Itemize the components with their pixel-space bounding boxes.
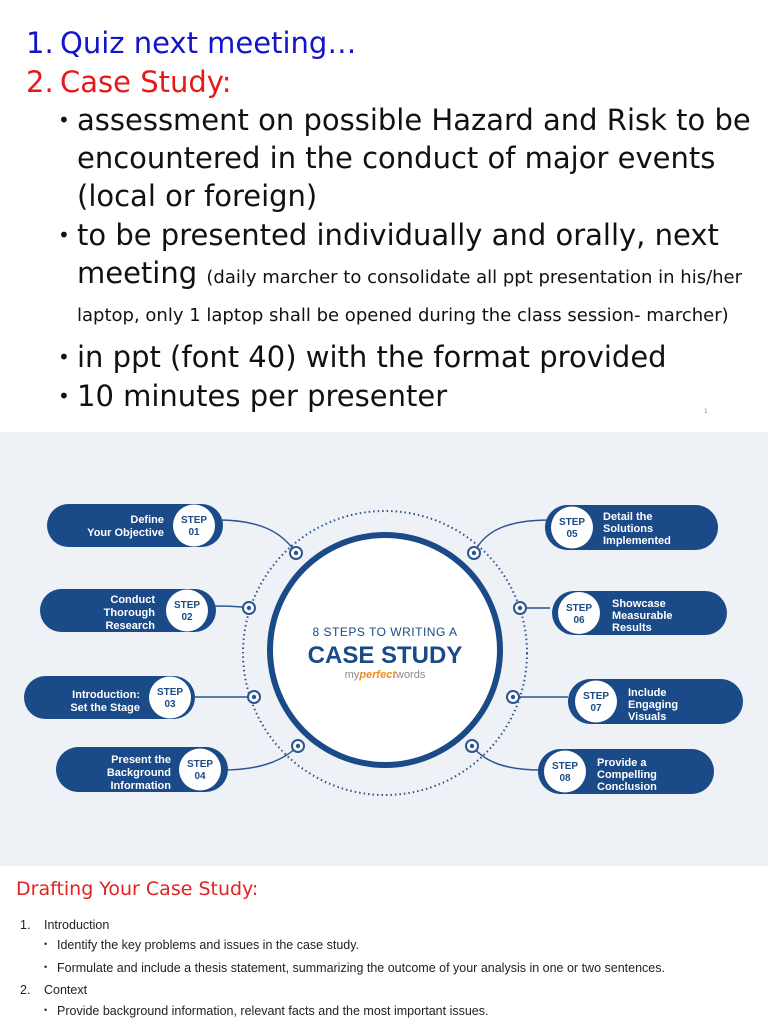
step-label: STEP: [565, 603, 593, 614]
list-text: Case Study:: [60, 65, 232, 99]
step-description: Engaging: [628, 699, 679, 711]
step-label: STEP: [180, 515, 208, 526]
outline-subtext: Identify the key problems and issues in the case study.: [57, 938, 360, 952]
bullet-text: 10 minutes per presenter: [77, 379, 448, 413]
connector-step-08: [472, 746, 542, 770]
step-number: 04: [194, 771, 206, 782]
step-06-pill: [552, 591, 727, 635]
bullet-ten-minutes: [58, 377, 758, 415]
step-description: Measurable: [612, 610, 673, 622]
step-description: Research: [105, 620, 155, 632]
bullet-dot: •: [58, 345, 70, 369]
outline-item-context: [20, 983, 87, 997]
step-number: 02: [181, 612, 193, 623]
slide-drafting-case-study: [0, 866, 768, 1024]
brand-logo-text: myperfectwords: [344, 669, 426, 681]
step-01-pill: [47, 504, 223, 547]
step-description: Set the Stage: [70, 702, 140, 714]
step-description: Conclusion: [597, 781, 657, 793]
page-number: 1: [704, 408, 708, 415]
step-description: Compelling: [597, 769, 657, 781]
bullet-dot: •: [44, 1005, 48, 1015]
step-label: STEP: [582, 691, 610, 702]
list-item-quiz: [26, 25, 356, 61]
case-study-steps-infographic: [0, 432, 768, 866]
step-description: Solutions: [603, 523, 654, 535]
step-number: 03: [164, 699, 176, 710]
bullet-text: in ppt (font 40) with the format provided: [77, 340, 667, 374]
bullet-dot: •: [58, 223, 70, 247]
step-label: STEP: [173, 600, 201, 611]
step-label: STEP: [156, 687, 184, 698]
outline-subitem: [44, 1004, 488, 1018]
step-label: STEP: [186, 759, 214, 770]
step-number: 05: [566, 529, 578, 540]
step-number: 06: [573, 615, 585, 626]
bullet-dot: •: [58, 108, 70, 132]
infographic-title-line1: 8 STEPS TO WRITING A: [312, 625, 458, 639]
step-08-pill: [538, 749, 714, 794]
infographic-title-line2: CASE STUDY: [307, 642, 463, 669]
step-02-pill: [40, 589, 216, 632]
step-description: Present the: [111, 754, 171, 766]
bullet-dot: •: [44, 962, 48, 972]
step-label: STEP: [558, 517, 586, 528]
step-description: Showcase: [612, 598, 666, 610]
outline-text: Context: [44, 983, 88, 997]
bullet-dot: •: [44, 939, 48, 949]
step-description: Detail the: [603, 511, 653, 523]
drafting-title: Drafting Your Case Study:: [16, 878, 259, 900]
step-description: Information: [110, 780, 171, 792]
outline-subitem: [44, 961, 665, 975]
outline-text: Introduction: [44, 918, 110, 932]
connector-step-01: [218, 520, 296, 553]
list-number: 1.: [26, 26, 54, 60]
list-item-case-study: [26, 64, 232, 100]
step-description: Thorough: [103, 607, 155, 619]
connector-step-04: [223, 746, 298, 770]
list-text: Quiz next meeting…: [60, 26, 357, 60]
outline-subtext: Formulate and include a thesis statement, summarizing the outcome of your analysis in one or two sentences.: [57, 961, 665, 975]
step-description: Visuals: [628, 711, 667, 723]
step-number: 07: [590, 703, 602, 714]
step-description: Background: [106, 767, 171, 779]
bullet-presented: [58, 216, 758, 330]
step-description: Define: [130, 514, 164, 526]
step-description: Introduction:: [72, 689, 140, 701]
step-description: Your Objective: [87, 527, 164, 539]
outline-number: 2.: [20, 983, 31, 997]
bullet-text: assessment on possible Hazard and Risk to be encountered in the conduct of major events (local or foreign): [77, 103, 751, 213]
bullet-text: to be presented individually and orally, next meeting: [77, 218, 719, 290]
bullet-assessment: [58, 101, 758, 215]
slide-quiz-case-study: [0, 0, 768, 432]
infographic-canvas: [0, 432, 768, 866]
outline-item-introduction: [20, 918, 109, 932]
outline-subtext: Provide background information, relevant facts and the most important issues.: [57, 1004, 489, 1018]
bullet-dot: •: [58, 384, 70, 408]
step-label: STEP: [551, 761, 579, 772]
bullet-note: (daily marcher to consolidate all ppt presentation in his/her laptop, only 1 laptop shall be opened during the class session- marcher): [77, 267, 743, 326]
step-04-pill: [56, 747, 228, 792]
step-03-pill: [24, 676, 195, 719]
outline-subitem: [44, 938, 359, 952]
connector-step-05: [474, 520, 550, 553]
bullet-ppt-format: [58, 338, 758, 376]
step-number: 08: [559, 773, 571, 784]
list-number: 2.: [26, 65, 54, 99]
step-number: 01: [188, 527, 200, 538]
step-description: Provide a: [597, 757, 647, 769]
step-description: Results: [612, 622, 652, 634]
step-description: Include: [628, 687, 667, 699]
step-description: Implemented: [603, 535, 671, 547]
step-description: Conduct: [110, 594, 155, 606]
step-07-pill: [568, 679, 743, 724]
step-05-pill: [545, 505, 718, 550]
outline-number: 1.: [20, 918, 31, 932]
